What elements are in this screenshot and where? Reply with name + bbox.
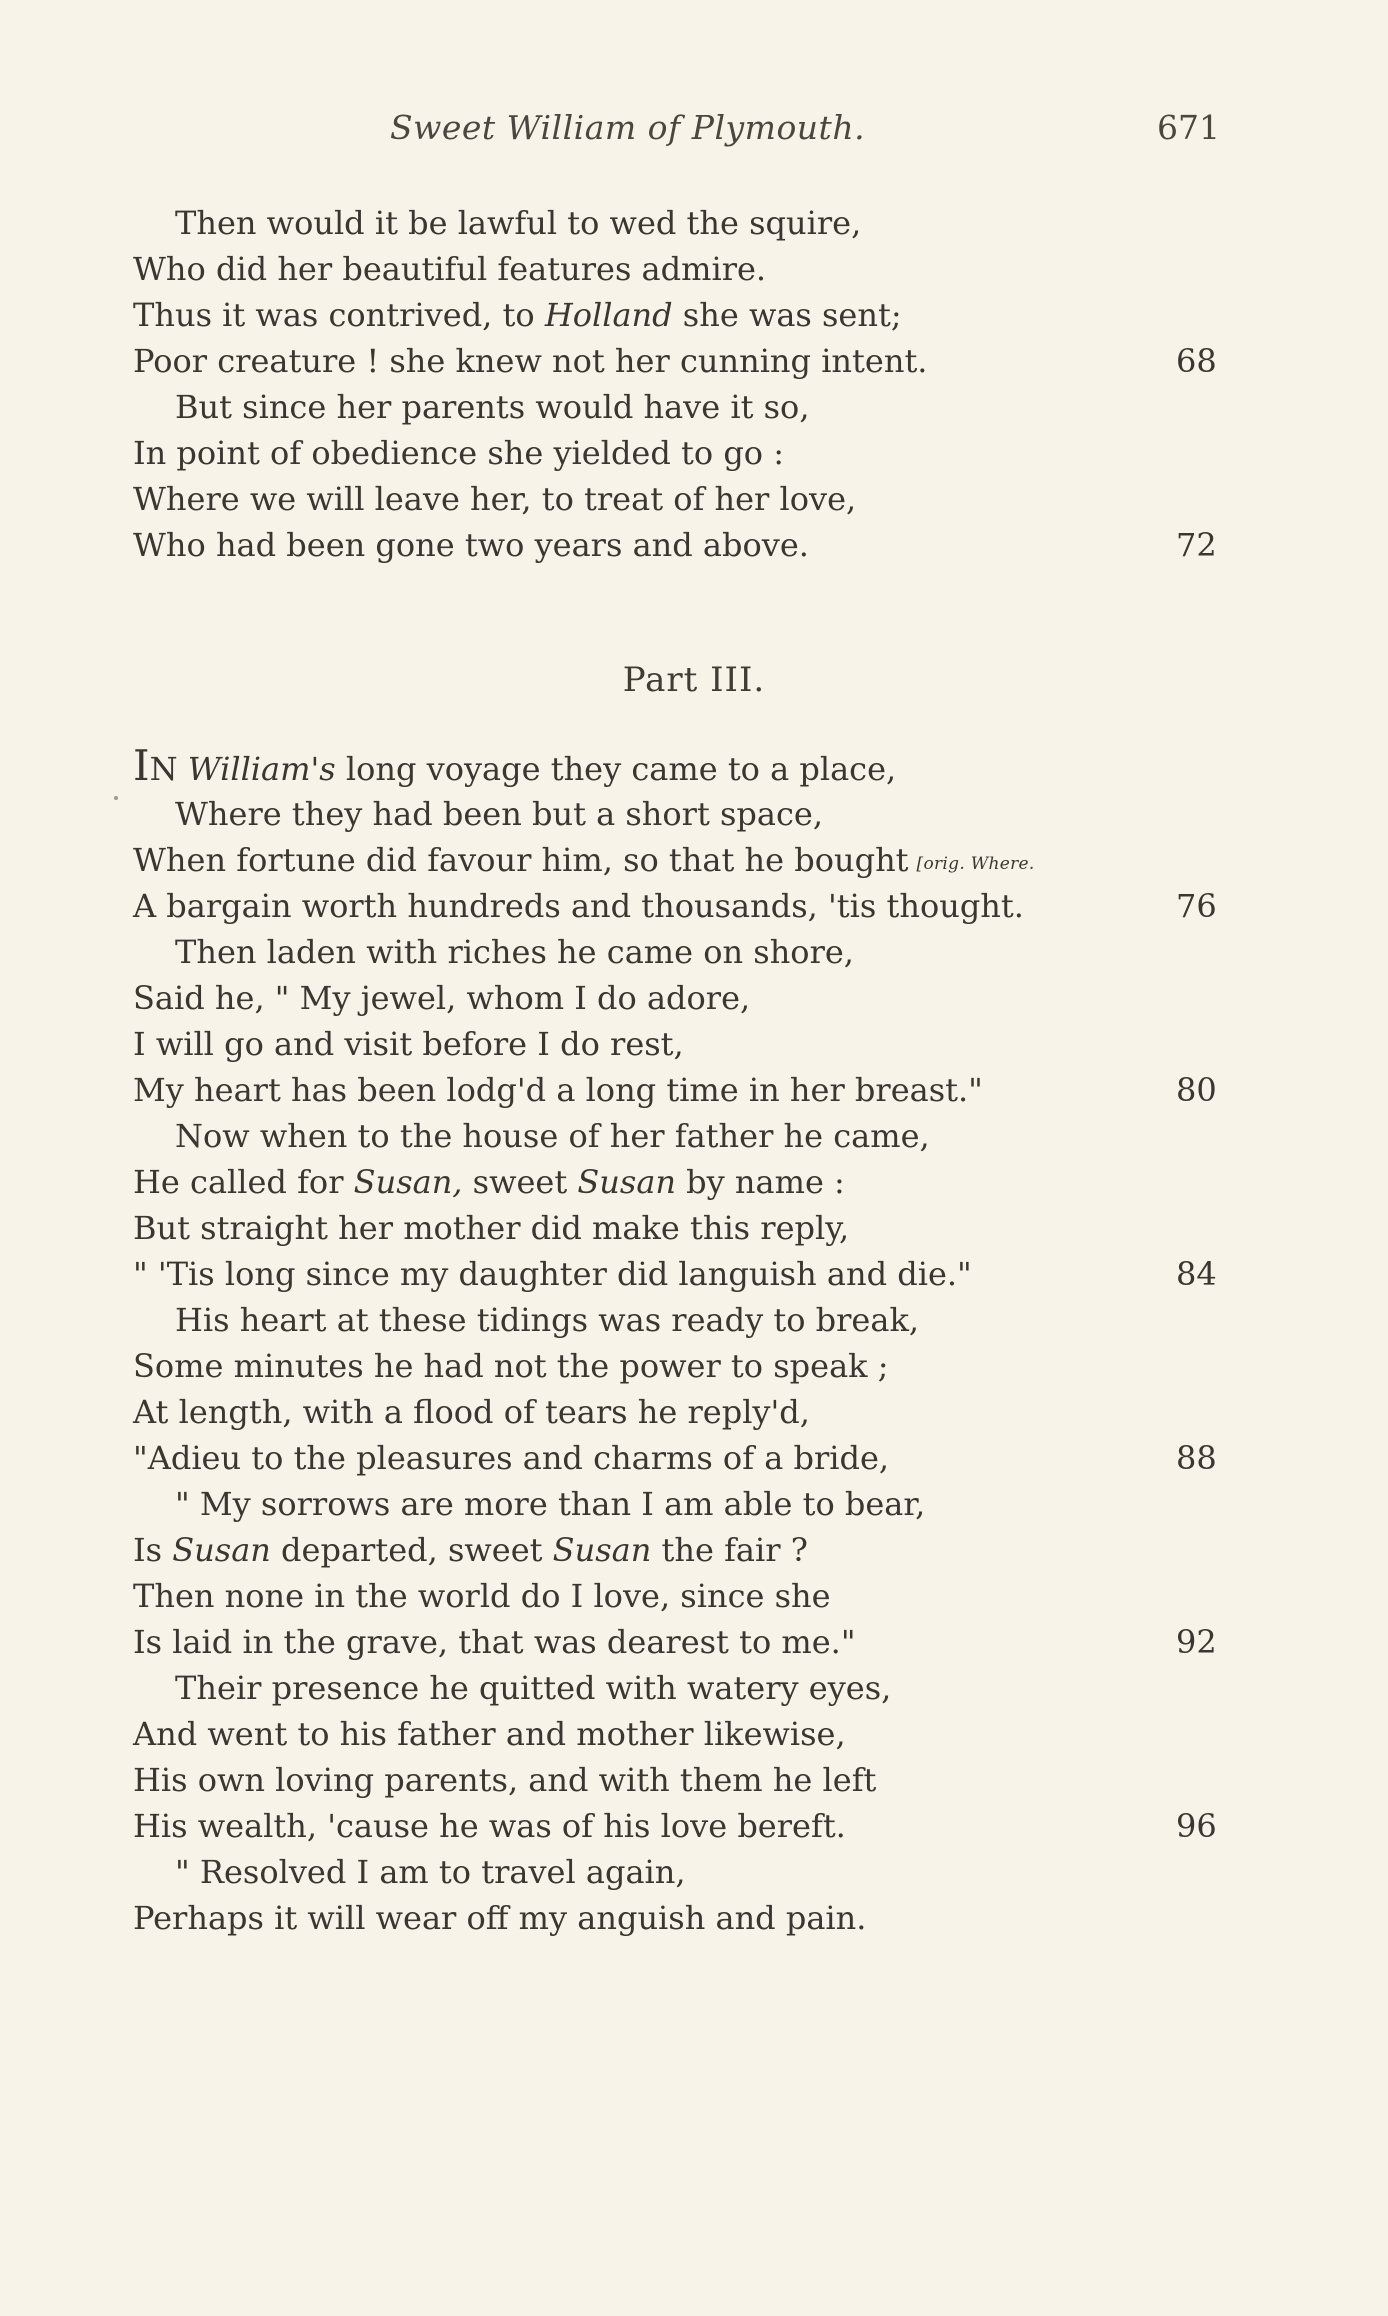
italic-name: Susan [552,1531,652,1569]
verse-line: A bargain worth hundreds and thousands, 'tis thought. 76 [133,883,1233,929]
verse-line: Perhaps it will wear off my anguish and pain. [133,1899,867,1937]
verse-line: " My sorrows are more than I am able to bear, [175,1485,926,1523]
line-number: 92 [1176,1623,1217,1661]
verse-line: Is Susan departed, sweet Susan the fair ? [133,1531,808,1569]
verse-line: In point of obedience she yielded to go : [133,434,785,472]
stanza-part-two-end [133,200,1233,568]
verse-line: At length, with a flood of tears he reply'd, [133,1393,810,1431]
italic-name: Susan [577,1163,676,1201]
verse-line: Then would it be lawful to wed the squire, [175,204,862,242]
verse-line: Poor creature ! she knew not her cunning intent. 68 [133,338,1233,384]
part-heading: Part III. [622,660,766,700]
verse-line: IN William's long voyage they came to a place, [133,741,897,790]
verse-line: When fortune did favour him, so that he bought [orig. Where. [133,841,1035,879]
verse-line: Then laden with riches he came on shore, [175,933,854,971]
verse-line: Thus it was contrived, to Holland she was sent; [133,296,902,334]
drop-cap: I [133,741,150,790]
verse-line: Who did her beautiful features admire. [133,250,767,288]
italic-place-name: Holland [544,296,673,334]
verse-line: His heart at these tidings was ready to break, [175,1301,919,1339]
running-title: Sweet William of Plymouth. [390,108,866,147]
line-number: 80 [1176,1071,1217,1109]
line-number: 68 [1176,342,1217,380]
verse-line: His wealth, 'cause he was of his love bereft. 96 [133,1803,1233,1849]
verse-line: And went to his father and mother likewise, [133,1715,846,1753]
verse-line: Some minutes he had not the power to speak ; [133,1347,889,1385]
line-number: 88 [1176,1439,1217,1477]
page-number: 671 [1157,108,1220,147]
italic-name: Susan [172,1531,271,1569]
marginal-note: [orig. Where. [916,854,1035,874]
line-number: 72 [1176,526,1217,564]
verse-line: Where we will leave her, to treat of her love, [133,480,857,518]
line-number: 76 [1176,887,1217,925]
verse-line: " Resolved I am to travel again, [175,1853,686,1891]
verse-line: But straight her mother did make this reply, [133,1209,850,1247]
verse-line: "Adieu to the pleasures and charms of a bride, 88 [133,1435,1233,1481]
verse-line: Their presence he quitted with watery eyes, [175,1669,892,1707]
verse-line: Then none in the world do I love, since she [133,1577,831,1615]
verse-line: Who had been gone two years and above. 72 [133,522,1233,568]
verse-line: I will go and visit before I do rest, [133,1025,684,1063]
line-number: 84 [1176,1255,1217,1293]
verse-line: " 'Tis long since my daughter did languish and die." 84 [133,1251,1233,1297]
running-header [390,108,1220,158]
verse-line: Said he, " My jewel, whom I do adore, [133,979,751,1017]
verse-line: My heart has been lodg'd a long time in her breast." 80 [133,1067,1233,1113]
line-number: 96 [1176,1807,1217,1845]
italic-name: Susan, [353,1163,463,1201]
verse-line: He called for Susan, sweet Susan by name : [133,1163,845,1201]
margin-dot [114,796,118,800]
verse-line: But since her parents would have it so, [175,388,810,426]
verse-line: Where they had been but a short space, [175,795,823,833]
verse-line: Is laid in the grave, that was dearest to me." 92 [133,1619,1233,1665]
verse-line: His own loving parents, and with them he left [133,1761,877,1799]
stanza-part-three [133,741,1233,1941]
verse-line: Now when to the house of her father he came, [175,1117,930,1155]
italic-name: William's [187,750,336,788]
